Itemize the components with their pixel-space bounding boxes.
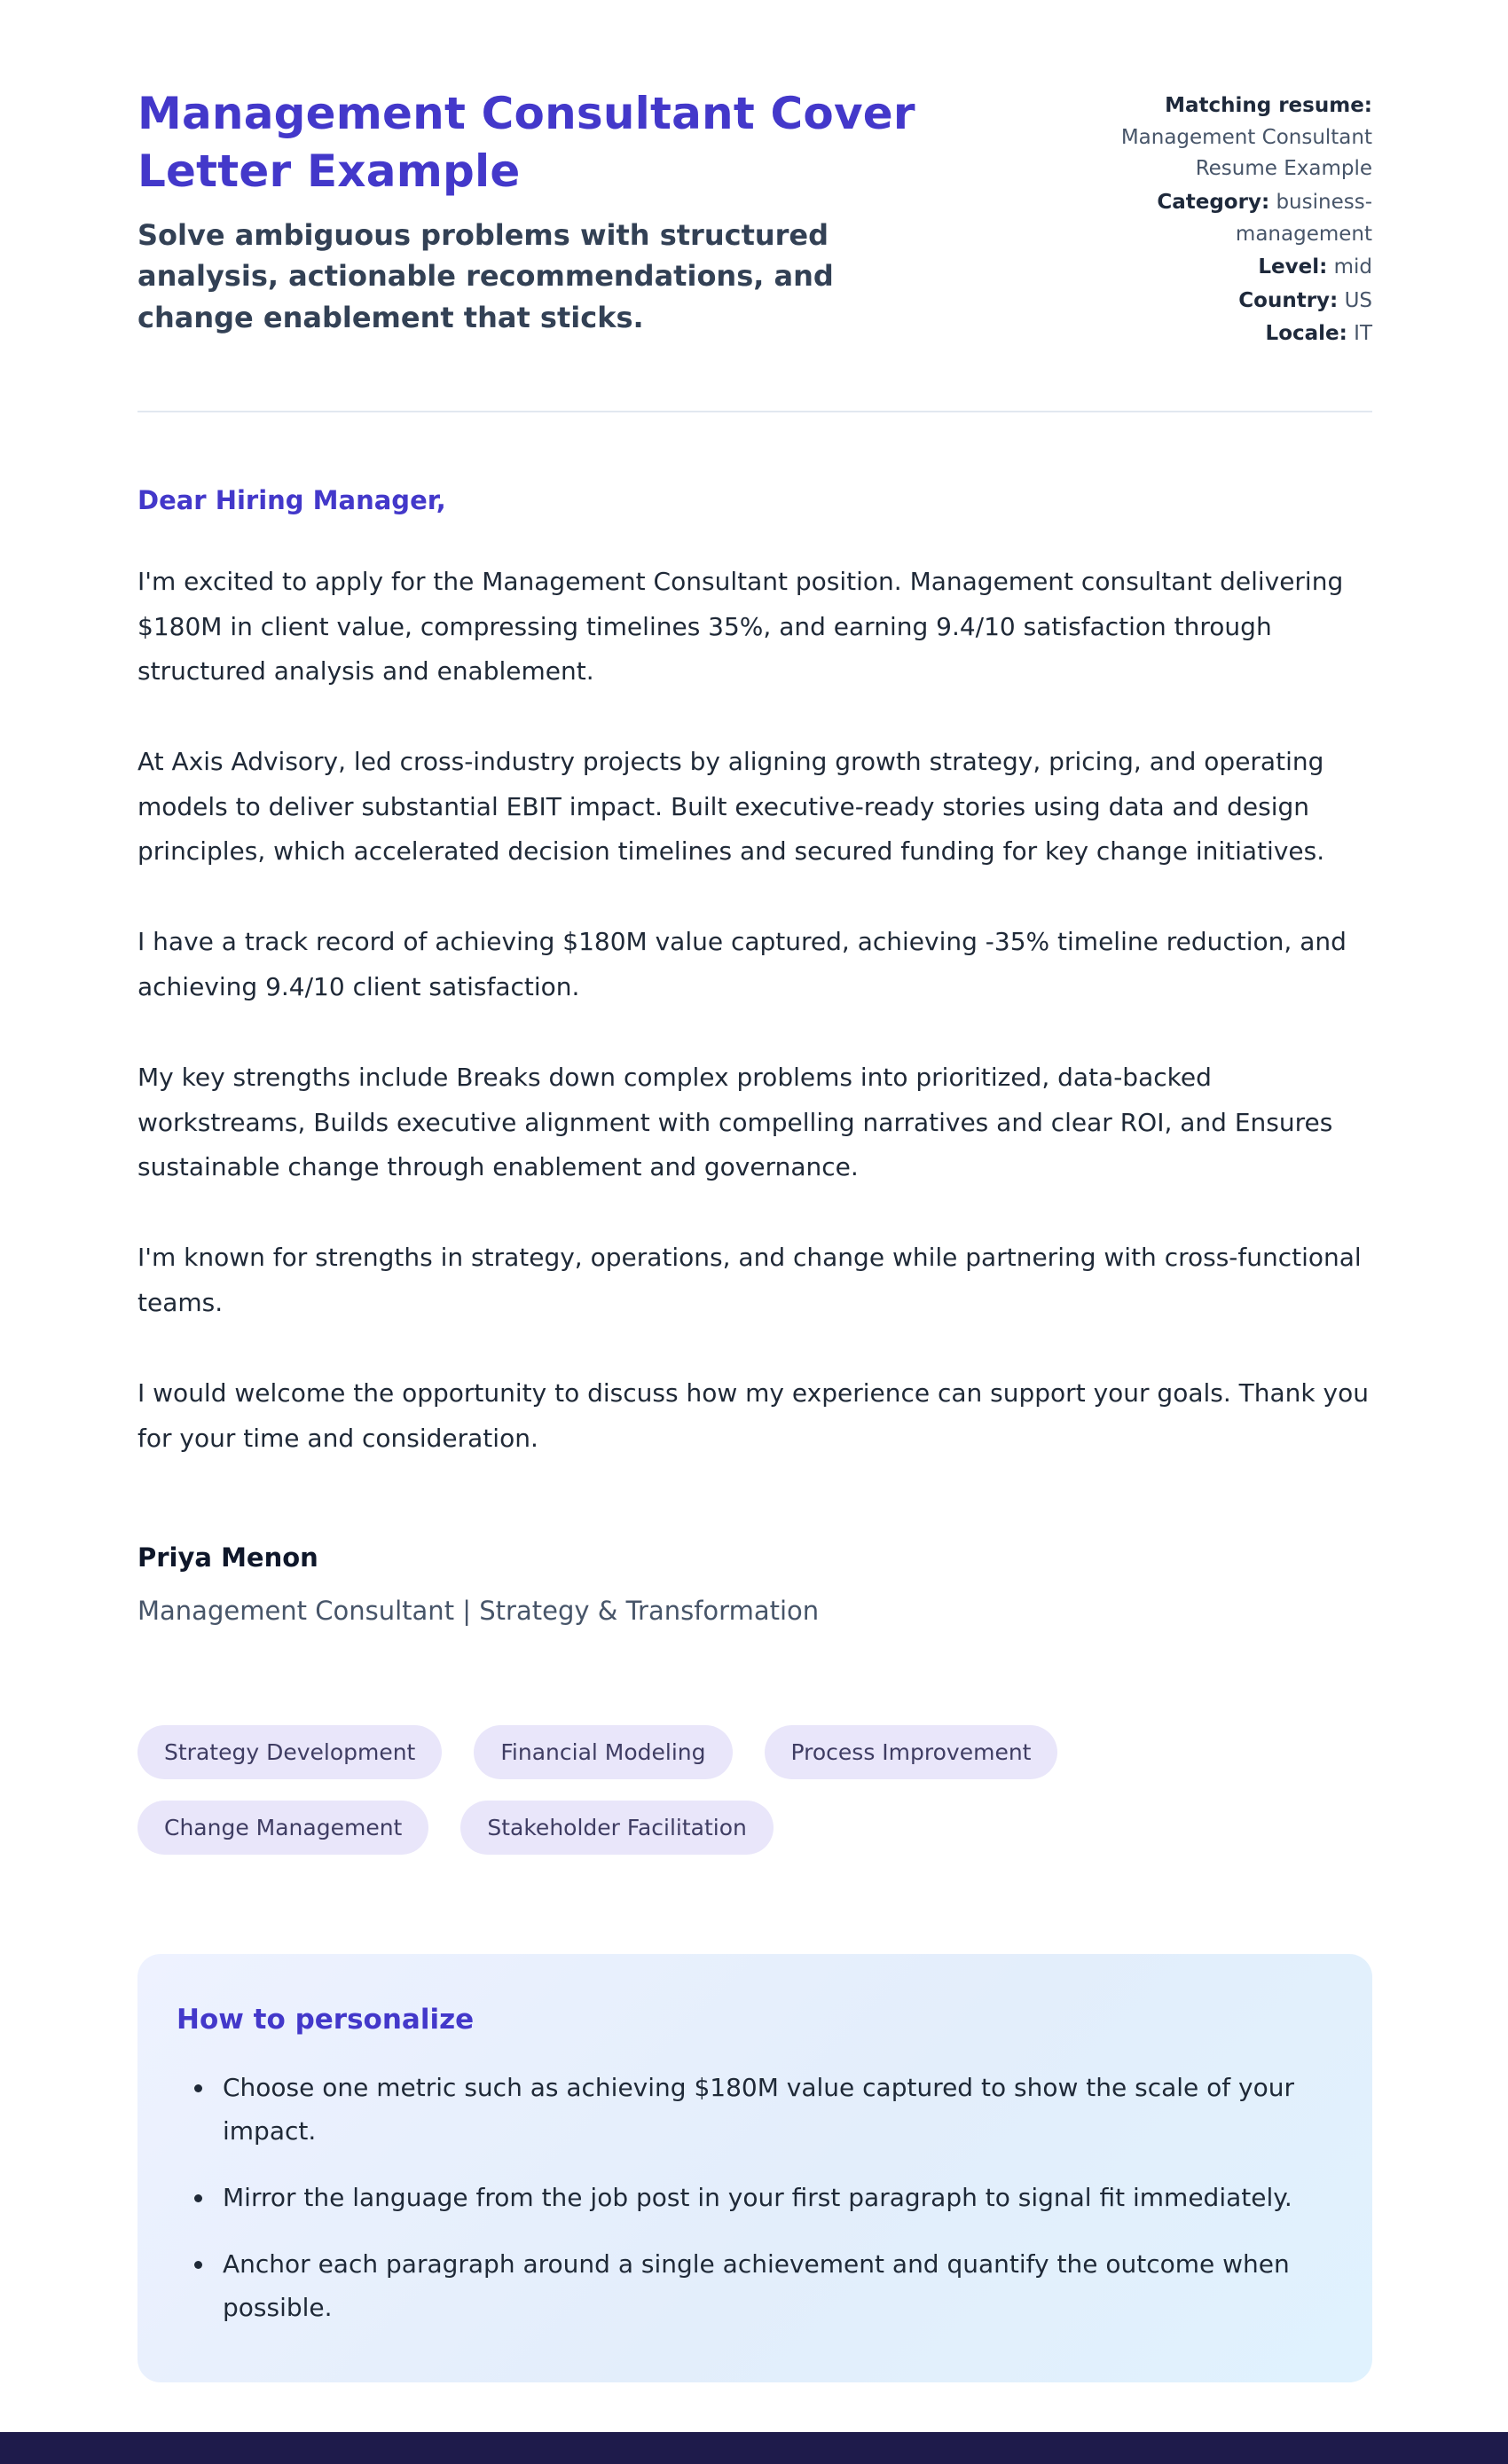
- cover-letter-body: [137, 485, 1372, 1626]
- letter-paragraph: I have a track record of achieving $180M value captured, achieving -35% timeline reduction, and achieving 9.4/10 client satisfaction.: [137, 927, 1347, 1001]
- meta-category-value: business-management: [1235, 190, 1372, 246]
- header-left: [137, 85, 1007, 338]
- letter-paragraph: I would welcome the opportunity to discuss how my experience can support your goals. Thank you for your time and consideration.: [137, 1378, 1369, 1453]
- letter-paragraph: I'm known for strengths in strategy, operations, and change while partnering with cross-functional teams.: [137, 1243, 1362, 1317]
- meta-level: [1106, 252, 1372, 284]
- letter-paragraph: I'm excited to apply for the Management Consultant position. Management consultant delivering $180M in client value, compressing timelines 35%, and earning 9.4/10 satisfaction through structured analysis and enablement.: [137, 567, 1344, 686]
- page-content: [137, 0, 1372, 2382]
- salutation: Dear Hiring Manager,: [137, 485, 446, 516]
- page-title: Management Consultant Cover Letter Example: [137, 88, 915, 197]
- personalize-bullet: • Anchor each paragraph around a single achievement and quantify the outcome when possible.: [216, 2242, 1310, 2329]
- signature-role: Management Consultant | Strategy & Transformation: [137, 1595, 820, 1626]
- meta-country-label: Country:: [1238, 288, 1339, 312]
- skill-tag: Process Improvement: [765, 1725, 1058, 1779]
- meta-category: [1106, 187, 1372, 250]
- meta-country-value: US: [1344, 288, 1372, 312]
- meta-category-label: Category:: [1157, 190, 1270, 214]
- header: [137, 85, 1372, 352]
- meta-locale: [1106, 318, 1372, 350]
- letter-paragraph: My key strengths include Breaks down complex problems into prioritized, data-backed workstreams, Builds executive alignment with compelling narratives and clear ROI, and Ensures sustainable change through enablement and governance.: [137, 1063, 1333, 1182]
- meta-panel: [1106, 85, 1372, 352]
- skill-tag: Change Management: [137, 1801, 428, 1855]
- meta-locale-label: Locale:: [1265, 322, 1347, 346]
- page-subtitle: Solve ambiguous problems with structured analysis, actionable recommendations, and change enablement that sticks.: [137, 218, 834, 334]
- personalize-list: [177, 2066, 1310, 2329]
- meta-level-label: Level:: [1258, 255, 1328, 279]
- header-divider: [137, 411, 1372, 412]
- personalize-bullet: • Choose one metric such as achieving $180M value captured to show the scale of your impact.: [216, 2066, 1310, 2153]
- skill-tag: Financial Modeling: [474, 1725, 732, 1779]
- skill-tag: Stakeholder Facilitation: [460, 1801, 774, 1855]
- meta-matching-resume-value: Management Consultant Resume Example: [1120, 125, 1372, 181]
- signature-name: Priya Menon: [137, 1542, 318, 1573]
- meta-matching-resume-label: Matching resume:: [1165, 94, 1372, 117]
- meta-matching-resume: [1106, 90, 1372, 185]
- skill-tag: Strategy Development: [137, 1725, 442, 1779]
- footer-bar: [0, 2432, 1508, 2464]
- personalize-title: How to personalize: [177, 2003, 475, 2036]
- meta-level-value: mid: [1333, 255, 1372, 279]
- letter-paragraph: At Axis Advisory, led cross-industry projects by aligning growth strategy, pricing, and operating models to deliver substantial EBIT impact. Built executive-ready stories using data and design principles, which accelerated decision timelines and secured funding for key change initiatives.: [137, 747, 1325, 867]
- meta-locale-value: IT: [1354, 322, 1372, 346]
- personalize-callout: [137, 1954, 1372, 2382]
- skill-tags: [137, 1725, 1291, 1855]
- meta-country: [1106, 286, 1372, 318]
- signature-block: [137, 1542, 1372, 1626]
- personalize-bullet: • Mirror the language from the job post in your first paragraph to signal fit immediately.: [216, 2176, 1310, 2219]
